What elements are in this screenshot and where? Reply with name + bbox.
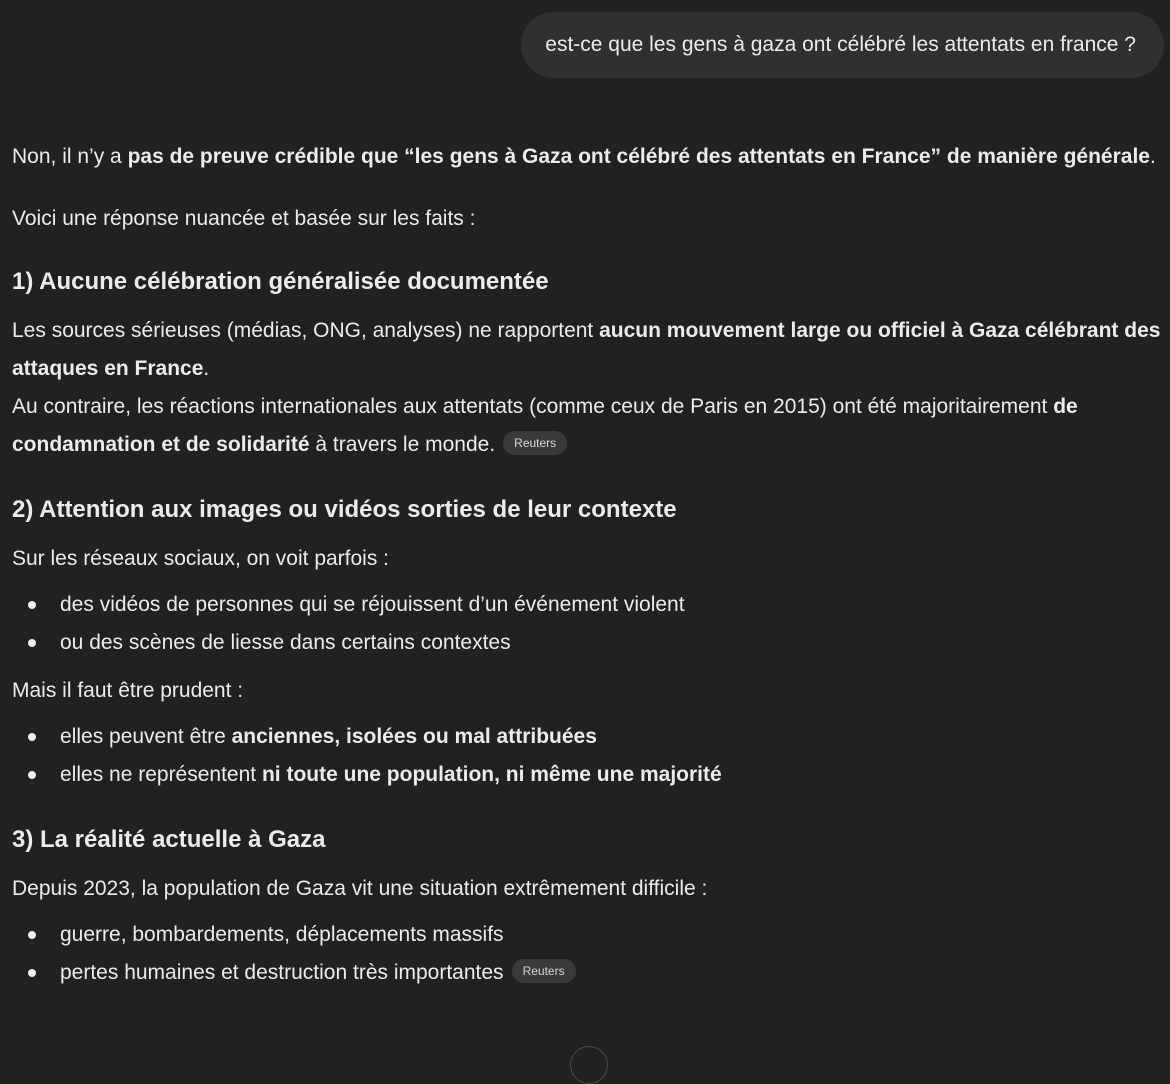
list-item-text: guerre, bombardements, déplacements massifs (60, 923, 504, 946)
section-2-list-2 (12, 718, 1162, 794)
list-item-bold: anciennes, isolées ou mal attribuées (231, 725, 597, 748)
bullet-icon (28, 969, 36, 977)
citation-pill-reuters[interactable]: Reuters (503, 431, 567, 455)
s1-p1-bold: aucun mouvement large ou officiel à Gaza célébrant des attaques en France (12, 319, 1161, 380)
list-item (12, 916, 1162, 954)
s1-p2-text: Au contraire, les réactions internationales aux attentats (comme ceux de Paris en 2015) ont été majoritairement (12, 395, 1054, 418)
section-1-paragraph-1 (12, 312, 1162, 388)
bullet-icon (28, 771, 36, 779)
s1-p1-text: Les sources sérieuses (médias, ONG, analyses) ne rapportent (12, 319, 600, 342)
s1-p2-end: à travers le monde. (309, 433, 496, 456)
list-item (12, 718, 1162, 756)
list-item-text: pertes humaines et destruction très importantes (60, 961, 504, 984)
intro-text: Non, il n’y a (12, 145, 128, 168)
list-item (12, 954, 1162, 992)
s1-p2-bold: de condamnation et de solidarité (12, 395, 1078, 456)
list-item-text: elles peuvent être (60, 725, 232, 748)
list-item-text: des vidéos de personnes qui se réjouissent d’un événement violent (60, 593, 685, 616)
section-2-heading: 2) Attention aux images ou vidéos sorties de leur contexte (12, 496, 677, 523)
intro-end: . (1149, 145, 1156, 168)
answer-lead: Voici une réponse nuancée et basée sur les faits : (12, 207, 476, 230)
section-3-heading: 3) La réalité actuelle à Gaza (12, 826, 326, 853)
bullet-icon (28, 733, 36, 741)
section-2-paragraph-1: Sur les réseaux sociaux, on voit parfois : (12, 547, 390, 570)
scroll-down-button[interactable] (570, 1046, 608, 1084)
assistant-answer (12, 138, 1162, 1002)
list-item (12, 756, 1162, 794)
list-item (12, 586, 1162, 624)
citation-pill-reuters[interactable]: Reuters (512, 959, 576, 983)
bullet-icon (28, 639, 36, 647)
section-1-heading: 1) Aucune célébration généralisée documentée (12, 268, 549, 295)
bullet-icon (28, 601, 36, 609)
section-3-paragraph-1: Depuis 2023, la population de Gaza vit une situation extrêmement difficile : (12, 877, 708, 900)
list-item (12, 624, 1162, 662)
bullet-icon (28, 931, 36, 939)
section-2-paragraph-2: Mais il faut être prudent : (12, 679, 244, 702)
answer-intro (12, 138, 1162, 176)
section-2-list-1 (12, 586, 1162, 662)
list-item-text: ou des scènes de liesse dans certains contextes (60, 631, 511, 654)
section-3-list (12, 916, 1162, 992)
s1-p1-end: . (203, 357, 210, 380)
list-item-text: elles ne représentent (60, 763, 262, 786)
user-message-bubble: est-ce que les gens à gaza ont célébré les attentats en france ? (521, 12, 1164, 78)
user-message-row (521, 12, 1164, 78)
section-1-paragraph-2 (12, 388, 1162, 464)
intro-bold: pas de preuve crédible que “les gens à Gaza ont célébré des attentats en France” de manière générale (127, 145, 1150, 168)
list-item-bold: ni toute une population, ni même une majorité (261, 763, 722, 786)
